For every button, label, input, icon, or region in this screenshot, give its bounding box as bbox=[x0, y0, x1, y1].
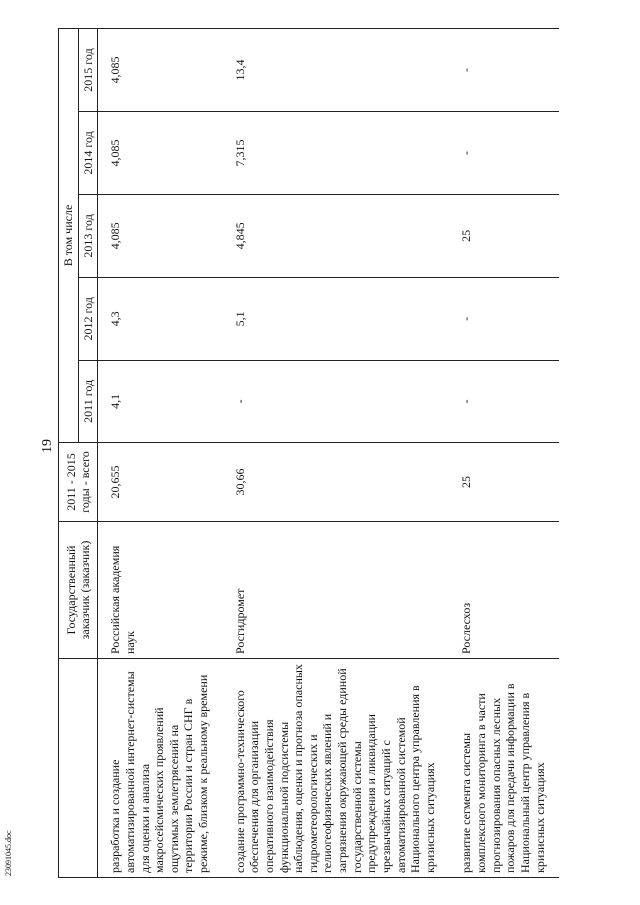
header-including: В том числе bbox=[59, 29, 79, 443]
header-total: 2011 - 2015 годы - всего bbox=[59, 443, 98, 522]
row-description: разработка и создание автоматизированной интернет-системы для оценки и анализа макросейсмических проявлений ощутимых землетрясений на территории России и стран СНГ в режиме, близком к реальному времени bbox=[98, 659, 223, 878]
row-value: 4,085 bbox=[98, 29, 223, 112]
header-customer: Государственный заказчик (заказчик) bbox=[59, 522, 98, 659]
header-year: 2014 год bbox=[78, 111, 98, 194]
page-number: 19 bbox=[40, 439, 55, 453]
row-value: 7,315 bbox=[223, 111, 450, 194]
footer-doc-code: 23091045.doc bbox=[4, 830, 13, 876]
rotated-sheet bbox=[58, 28, 603, 878]
row-value: - bbox=[449, 277, 559, 360]
row-customer: Росгидромет bbox=[223, 522, 450, 659]
row-customer: Российская академия наук bbox=[98, 522, 223, 659]
row-value: 4,845 bbox=[223, 194, 450, 277]
header-year: 2011 год bbox=[78, 360, 98, 442]
row-value: 25 bbox=[449, 194, 559, 277]
header-description bbox=[59, 659, 98, 878]
row-value: 5,1 bbox=[223, 277, 450, 360]
header-year: 2015 год bbox=[78, 29, 98, 112]
row-total: 20,655 bbox=[98, 443, 223, 522]
funding-table bbox=[58, 28, 559, 878]
row-value: - bbox=[223, 360, 450, 442]
header-year: 2012 год bbox=[78, 277, 98, 360]
row-customer: Рослесхоз bbox=[449, 522, 559, 659]
row-description: создание программно-технического обеспечения для организации оперативного взаимодействия функциональной подсистемы наблюдения, оценки и прогноза опасных гидрометеорологических и гелиогеофизических явлений и загрязнения окружающей среды единой государственной системы предупреждения и ликвидации чрезвычайных ситуаций с автоматизированной системой Национального центра управления в кризисных ситуациях bbox=[223, 659, 450, 878]
row-value: 4,3 bbox=[98, 277, 223, 360]
row-value: - bbox=[449, 360, 559, 442]
header-year: 2013 год bbox=[78, 194, 98, 277]
row-value: 13,4 bbox=[223, 29, 450, 112]
row-total: 25 bbox=[449, 443, 559, 522]
table-row bbox=[98, 29, 223, 878]
table-row bbox=[449, 29, 559, 878]
row-value: - bbox=[449, 111, 559, 194]
row-value: 4,085 bbox=[98, 111, 223, 194]
table-row bbox=[223, 29, 450, 878]
row-value: 4,1 bbox=[98, 360, 223, 442]
row-total: 30,66 bbox=[223, 443, 450, 522]
row-value: - bbox=[449, 29, 559, 112]
row-value: 4,085 bbox=[98, 194, 223, 277]
row-description: развитие сегмента системы комплексного мониторинга в части прогнозирования опасных лесных пожаров для передачи информации в Национальный центр управления в кризисных ситуациях bbox=[449, 659, 559, 878]
